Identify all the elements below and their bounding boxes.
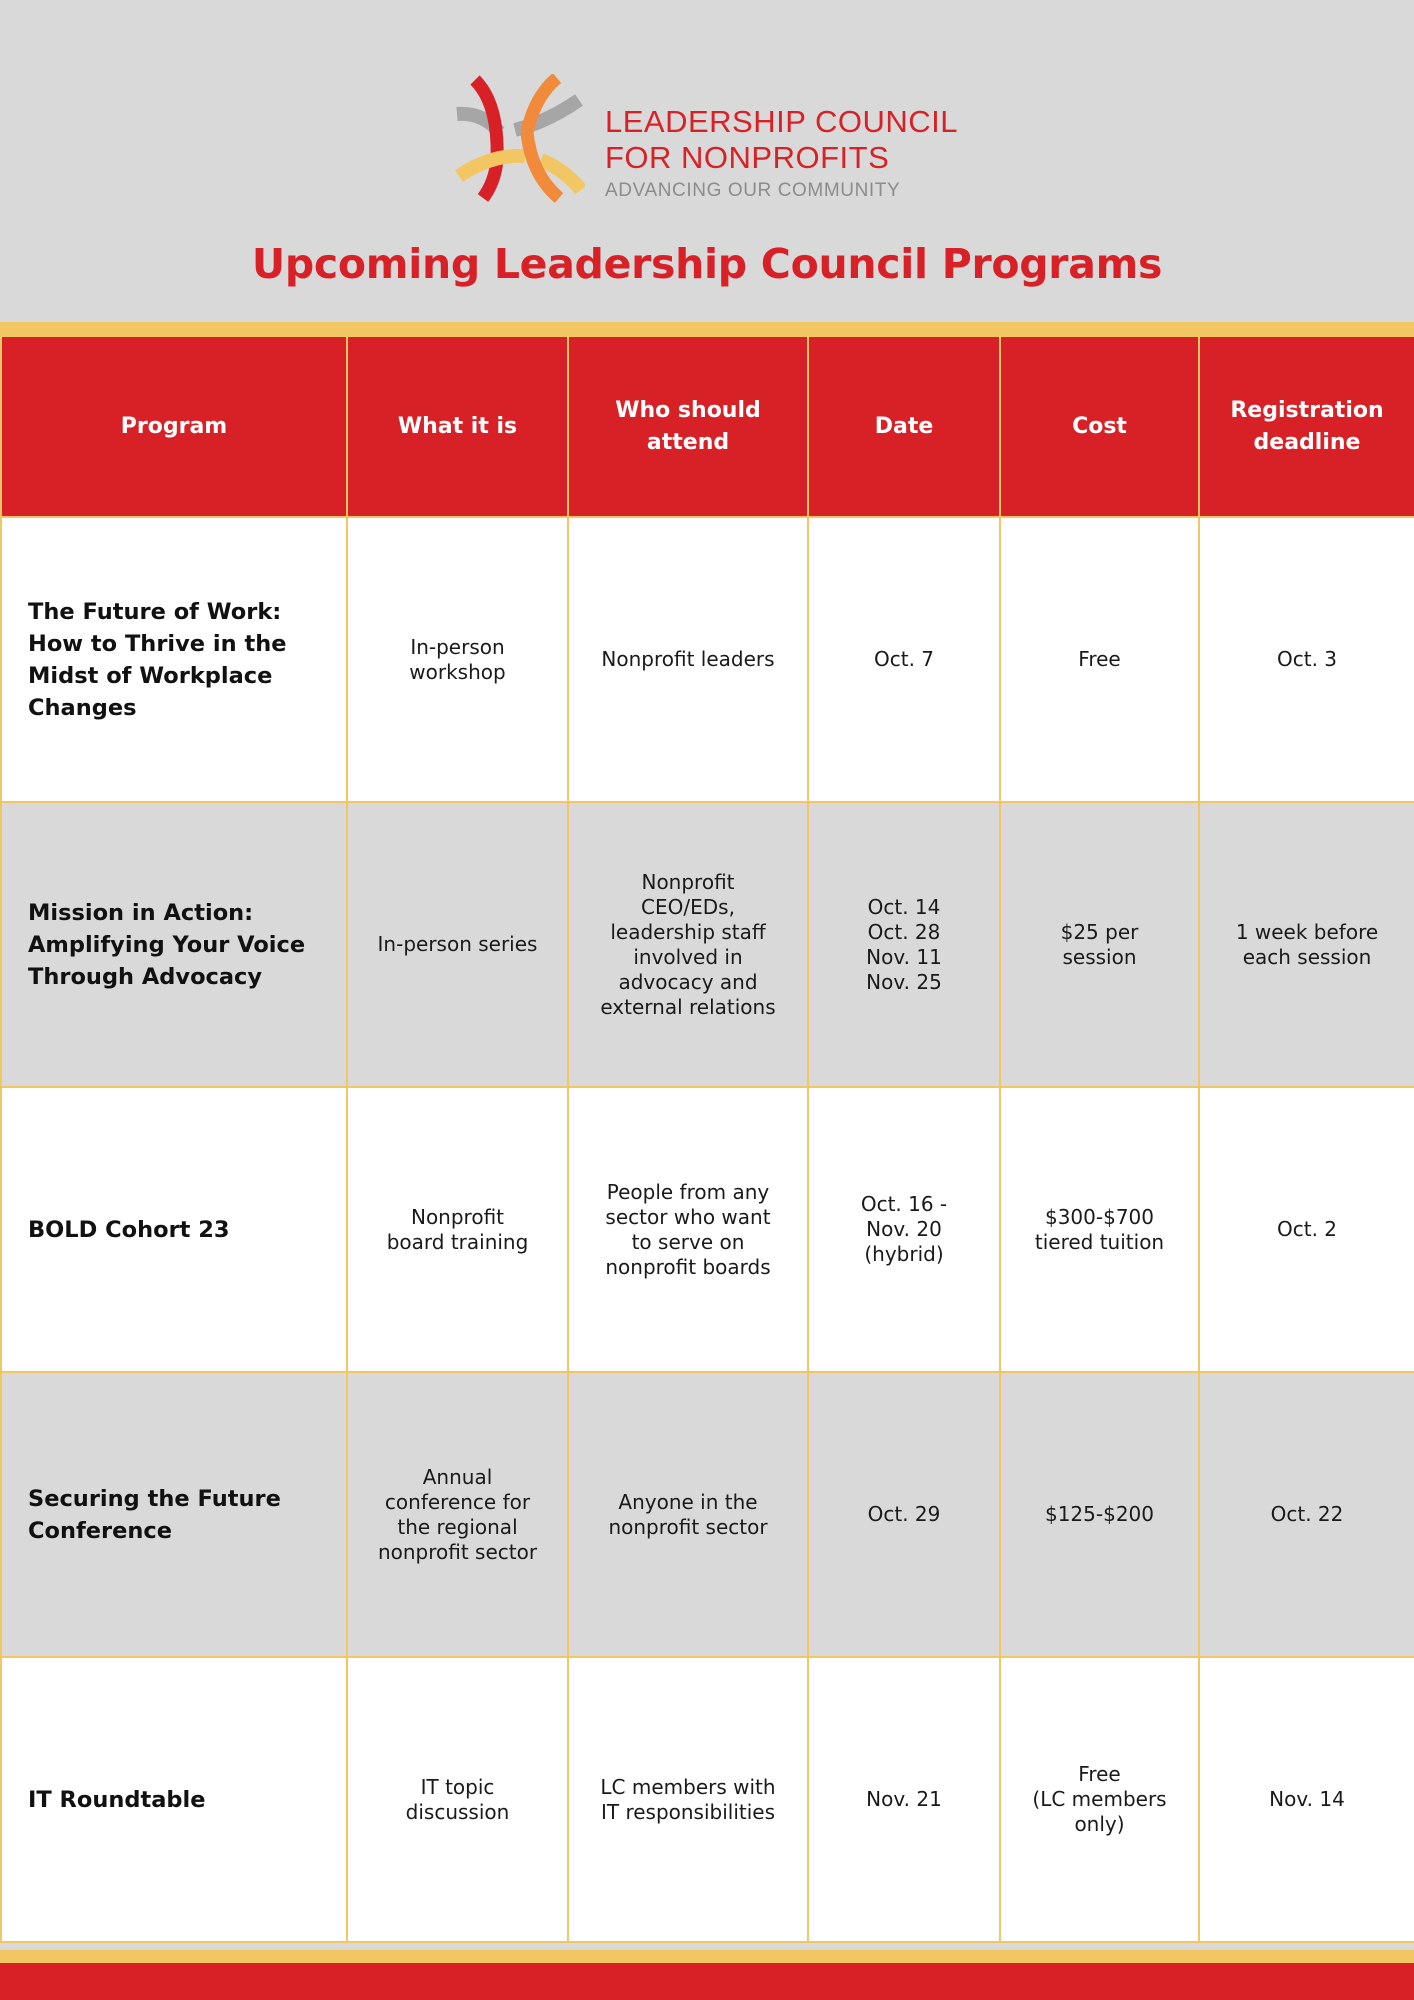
table-row xyxy=(1,1372,1414,1657)
table-row xyxy=(1,1657,1414,1942)
program-type: In-person series xyxy=(347,802,568,1087)
brand-tagline: ADVANCING OUR COMMUNITY xyxy=(605,180,901,201)
program-date: Nov. 21 xyxy=(808,1657,1000,1942)
table-row xyxy=(1,1087,1414,1372)
column-header-date: Date xyxy=(808,336,1000,517)
footer-band xyxy=(0,1963,1414,2000)
program-audience: Anyone in the nonprofit sector xyxy=(568,1372,808,1657)
programs-table xyxy=(0,335,1414,1943)
program-name: The Future of Work: How to Thrive in the Midst of Workplace Changes xyxy=(1,517,347,802)
program-cost: $300-$700 tiered tuition xyxy=(1000,1087,1199,1372)
program-name: BOLD Cohort 23 xyxy=(1,1087,347,1372)
program-audience: Nonprofit leaders xyxy=(568,517,808,802)
page-header xyxy=(0,0,1414,322)
brand-name-line1: LEADERSHIP COUNCIL xyxy=(605,104,958,139)
program-audience: Nonprofit CEO/EDs, leadership staff involved in advocacy and external relations xyxy=(568,802,808,1087)
program-deadline: Oct. 3 xyxy=(1199,517,1414,802)
program-name: IT Roundtable xyxy=(1,1657,347,1942)
top-accent-strip xyxy=(0,322,1414,335)
program-cost: $25 per session xyxy=(1000,802,1199,1087)
table-row xyxy=(1,517,1414,802)
column-header-what: What it is xyxy=(347,336,568,517)
program-type: Nonprofit board training xyxy=(347,1087,568,1372)
column-header-program: Program xyxy=(1,336,347,517)
program-deadline: Oct. 22 xyxy=(1199,1372,1414,1657)
program-date: Oct. 14 Oct. 28 Nov. 11 Nov. 25 xyxy=(808,802,1000,1087)
column-header-deadline: Registration deadline xyxy=(1199,336,1414,517)
program-name: Securing the Future Conference xyxy=(1,1372,347,1657)
program-cost: $125-$200 xyxy=(1000,1372,1199,1657)
program-cost: Free xyxy=(1000,517,1199,802)
program-type: In-person workshop xyxy=(347,517,568,802)
program-type: Annual conference for the regional nonprofit sector xyxy=(347,1372,568,1657)
program-date: Oct. 16 - Nov. 20 (hybrid) xyxy=(808,1087,1000,1372)
brand-name-line2: FOR NONPROFITS xyxy=(605,140,890,175)
program-deadline: 1 week before each session xyxy=(1199,802,1414,1087)
program-deadline: Nov. 14 xyxy=(1199,1657,1414,1942)
leadership-council-logo-icon xyxy=(455,74,585,204)
program-name: Mission in Action: Amplifying Your Voice Through Advocacy xyxy=(1,802,347,1087)
column-header-who: Who should attend xyxy=(568,336,808,517)
program-audience: People from any sector who want to serve on nonprofit boards xyxy=(568,1087,808,1372)
program-audience: LC members with IT responsibilities xyxy=(568,1657,808,1942)
page-title: Upcoming Leadership Council Programs xyxy=(251,240,1163,288)
table-row xyxy=(1,802,1414,1087)
table-header-row xyxy=(1,336,1414,517)
brand-wordmark xyxy=(605,104,958,204)
program-type: IT topic discussion xyxy=(347,1657,568,1942)
program-deadline: Oct. 2 xyxy=(1199,1087,1414,1372)
bottom-accent-strip xyxy=(0,1950,1414,1963)
program-date: Oct. 29 xyxy=(808,1372,1000,1657)
program-cost: Free (LC members only) xyxy=(1000,1657,1199,1942)
column-header-cost: Cost xyxy=(1000,336,1199,517)
program-date: Oct. 7 xyxy=(808,517,1000,802)
